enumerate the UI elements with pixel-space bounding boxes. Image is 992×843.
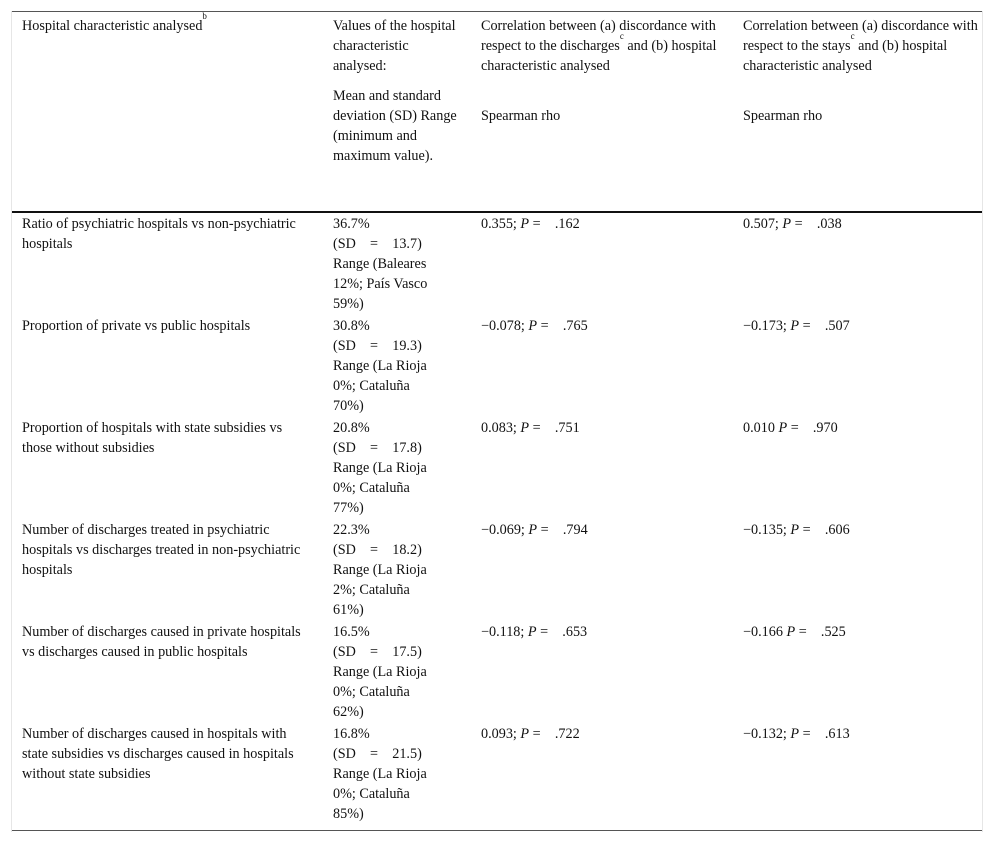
table-bottom-rule (12, 830, 982, 831)
row-1-rho-discharges: −0.078; P = .765 (481, 318, 588, 334)
header-corr-discharges-subtitle: Spearman rho (481, 108, 561, 124)
row-5-characteristic: Number of discharges caused in hospitals with state subsidies vs discharges caused in hospitals without state subsidies (22, 726, 294, 782)
row-2-values: 20.8% (SD = 17.8) Range (La Rioja 0%; Cataluña 77%) (333, 420, 427, 516)
header-corr-discharges (481, 16, 731, 124)
header-values (333, 16, 463, 166)
row-1-characteristic: Proportion of private vs public hospitals (22, 318, 251, 334)
row-3-rho-discharges: −0.069; P = .794 (481, 522, 588, 538)
header-corr-stays-title: Correlation between (a) discordance with respect to the stays$^c$ and (b) hospital characteristic analysed (743, 18, 978, 74)
header-values-subtitle: Mean and standard deviation (SD) Range (minimum and maximum value). (333, 88, 457, 164)
row-2-rho-discharges: 0.083; P = .751 (481, 420, 580, 436)
row-5-rho-discharges: 0.093; P = .722 (481, 726, 580, 742)
table-header-rule (12, 211, 982, 213)
row-5-values: 16.8% (SD = 21.5) Range (La Rioja 0%; Cataluña 85%) (333, 726, 427, 822)
table (11, 11, 983, 832)
header-corr-stays-subtitle: Spearman rho (743, 108, 823, 124)
table-top-rule (12, 11, 982, 12)
row-1-rho-stays: −0.173; P = .507 (743, 318, 850, 334)
row-4-rho-stays: −0.166 P = .525 (743, 624, 846, 640)
row-0-rho-discharges: 0.355; P = .162 (481, 216, 580, 232)
row-4-rho-discharges: −0.118; P = .653 (481, 624, 588, 640)
row-3-characteristic: Number of discharges treated in psychiatric hospitals vs discharges treated in non-psychiatric hospitals (22, 522, 301, 578)
header-corr-stays (743, 16, 981, 124)
header-characteristic: Hospital characteristic analysed$^b$ (22, 11, 207, 34)
row-0-values: 36.7% (SD = 13.7) Range (Baleares 12%; País Vasco 59%) (333, 216, 428, 312)
header-values-title: Values of the hospital characteristic analysed: (333, 18, 456, 74)
row-5-rho-stays: −0.132; P = .613 (743, 726, 850, 742)
row-3-values: 22.3% (SD = 18.2) Range (La Rioja 2%; Cataluña 61%) (333, 522, 427, 618)
row-4-values: 16.5% (SD = 17.5) Range (La Rioja 0%; Cataluña 62%) (333, 624, 427, 720)
header-corr-discharges-title: Correlation between (a) discordance with respect to the discharges$^c$ and (b) hospital characteristic analysed (481, 18, 717, 74)
row-1-values: 30.8% (SD = 19.3) Range (La Rioja 0%; Cataluña 70%) (333, 318, 427, 414)
row-2-rho-stays: 0.010 P = .970 (743, 420, 838, 436)
row-0-rho-stays: 0.507; P = .038 (743, 216, 842, 232)
row-0-characteristic: Ratio of psychiatric hospitals vs non-psychiatric hospitals (22, 216, 296, 252)
row-3-rho-stays: −0.135; P = .606 (743, 522, 850, 538)
row-2-characteristic: Proportion of hospitals with state subsidies vs those without subsidies (22, 420, 283, 456)
row-4-characteristic: Number of discharges caused in private hospitals vs discharges caused in public hospitals (22, 624, 301, 660)
